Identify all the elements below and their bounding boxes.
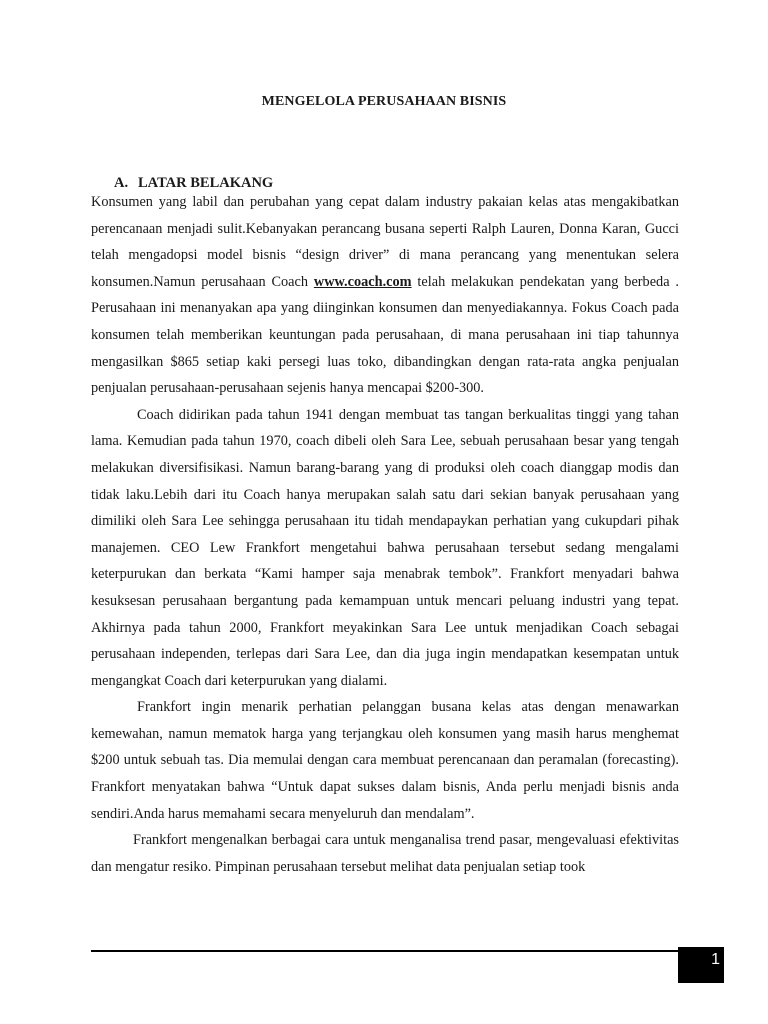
coach-website-link[interactable]: www.coach.com	[313, 273, 412, 290]
paragraph-2: Coach didirikan pada tahun 1941 dengan membuat tas tangan berkualitas tinggi yang tahan lama. Kemudian pada tahun 1970, coach dibeli oleh Sara Lee, sebuah perusahaan besar yang tengah melakukan diversifisikasi. Namun barang-barang yang di produksi oleh coach dianggap modis dan tidak laku.Lebih dari itu Coach hanya merupakan salah satu dari sekian banyak perusahaan yang dimiliki oleh Sara Lee sehingga perusahaan itu tidah mendapaykan perhatian yang cukupdari pihak manajemen. CEO Lew Frankfort mengetahui bahwa perusahaan tersebut sedang mengalami keterpurukan dan berkata “Kami hamper saja menabrak tembok”. Frankfort menyadari bahwa kesuksesan perusahaan bergantung pada kemampuan untuk mencari peluang industri yang tepat. Akhirnya pada tahun 2000, Frankfort meyakinkan Sara Lee untuk menjadikan Coach sebagai perusahaan independen, terlepas dari Sara Lee, dan dia juga ingin mendapatkan kesempatan untuk mengangkat Coach dari keterpurukan yang dialami.	[91, 406, 679, 689]
paragraph-1	[91, 189, 679, 402]
paragraph-1-text-start: Konsumen yang labil dan perubahan yang cepat dalam industry pakaian kelas atas mengakibatkan perencanaan menjadi sulit.Kebanyakan perancang busana seperti Ralph Lauren, Donna Karan, Gucci telah mengadopsi model bisnis “design driver” di mana perancang yang menentukan selera konsumen.Namun perusahaan Coach	[91, 194, 679, 290]
document-title: MENGELOLA PERUSAHAAN BISNIS	[261, 94, 507, 109]
section-heading-text: LATAR BELAKANG	[138, 175, 274, 191]
paragraph-4: Frankfort mengenalkan berbagai cara untuk menganalisa trend pasar, mengevaluasi efektivitas dan mengatur resiko. Pimpinan perusahaan tersebut melihat data penjualan setiap took	[91, 832, 679, 875]
document-body	[91, 189, 679, 880]
page-number: 1	[711, 951, 720, 968]
page-number-box	[678, 947, 724, 983]
paragraph-3: Frankfort ingin menarik perhatian pelanggan busana kelas atas dengan menawarkan kemewahan, namun mematok harga yang terjangkau oleh konsumen yang masih harus menghemat $200 untuk sebuah tas. Dia memulai dengan cara membuat perencanaan dan peramalan (forecasting). Frankfort menyatakan bahwa “Untuk dapat sukses dalam bisnis, Anda perlu menjadi bisnis anda sendiri.Anda harus memahami secara menyeluruh dan mendalam”.	[91, 699, 679, 822]
paragraph-1-text-end: telah melakukan pendekatan yang berbeda . Perusahaan ini menanyakan apa yang diinginkan konsumen dan menyediakannya. Fokus Coach pada konsumen telah memberikan keuntungan pada perusahaan, di mana perusahaan ini tiap tahunnya mengasilkan $865 setiap kaki persegi luas toko, dibandingkan dengan rata-rata angka penjualan penjualan perusahaan-perusahaan sejenis hanya mencapai $200-300.	[91, 273, 679, 397]
section-number: A.	[114, 175, 129, 191]
footer-divider	[91, 950, 678, 952]
